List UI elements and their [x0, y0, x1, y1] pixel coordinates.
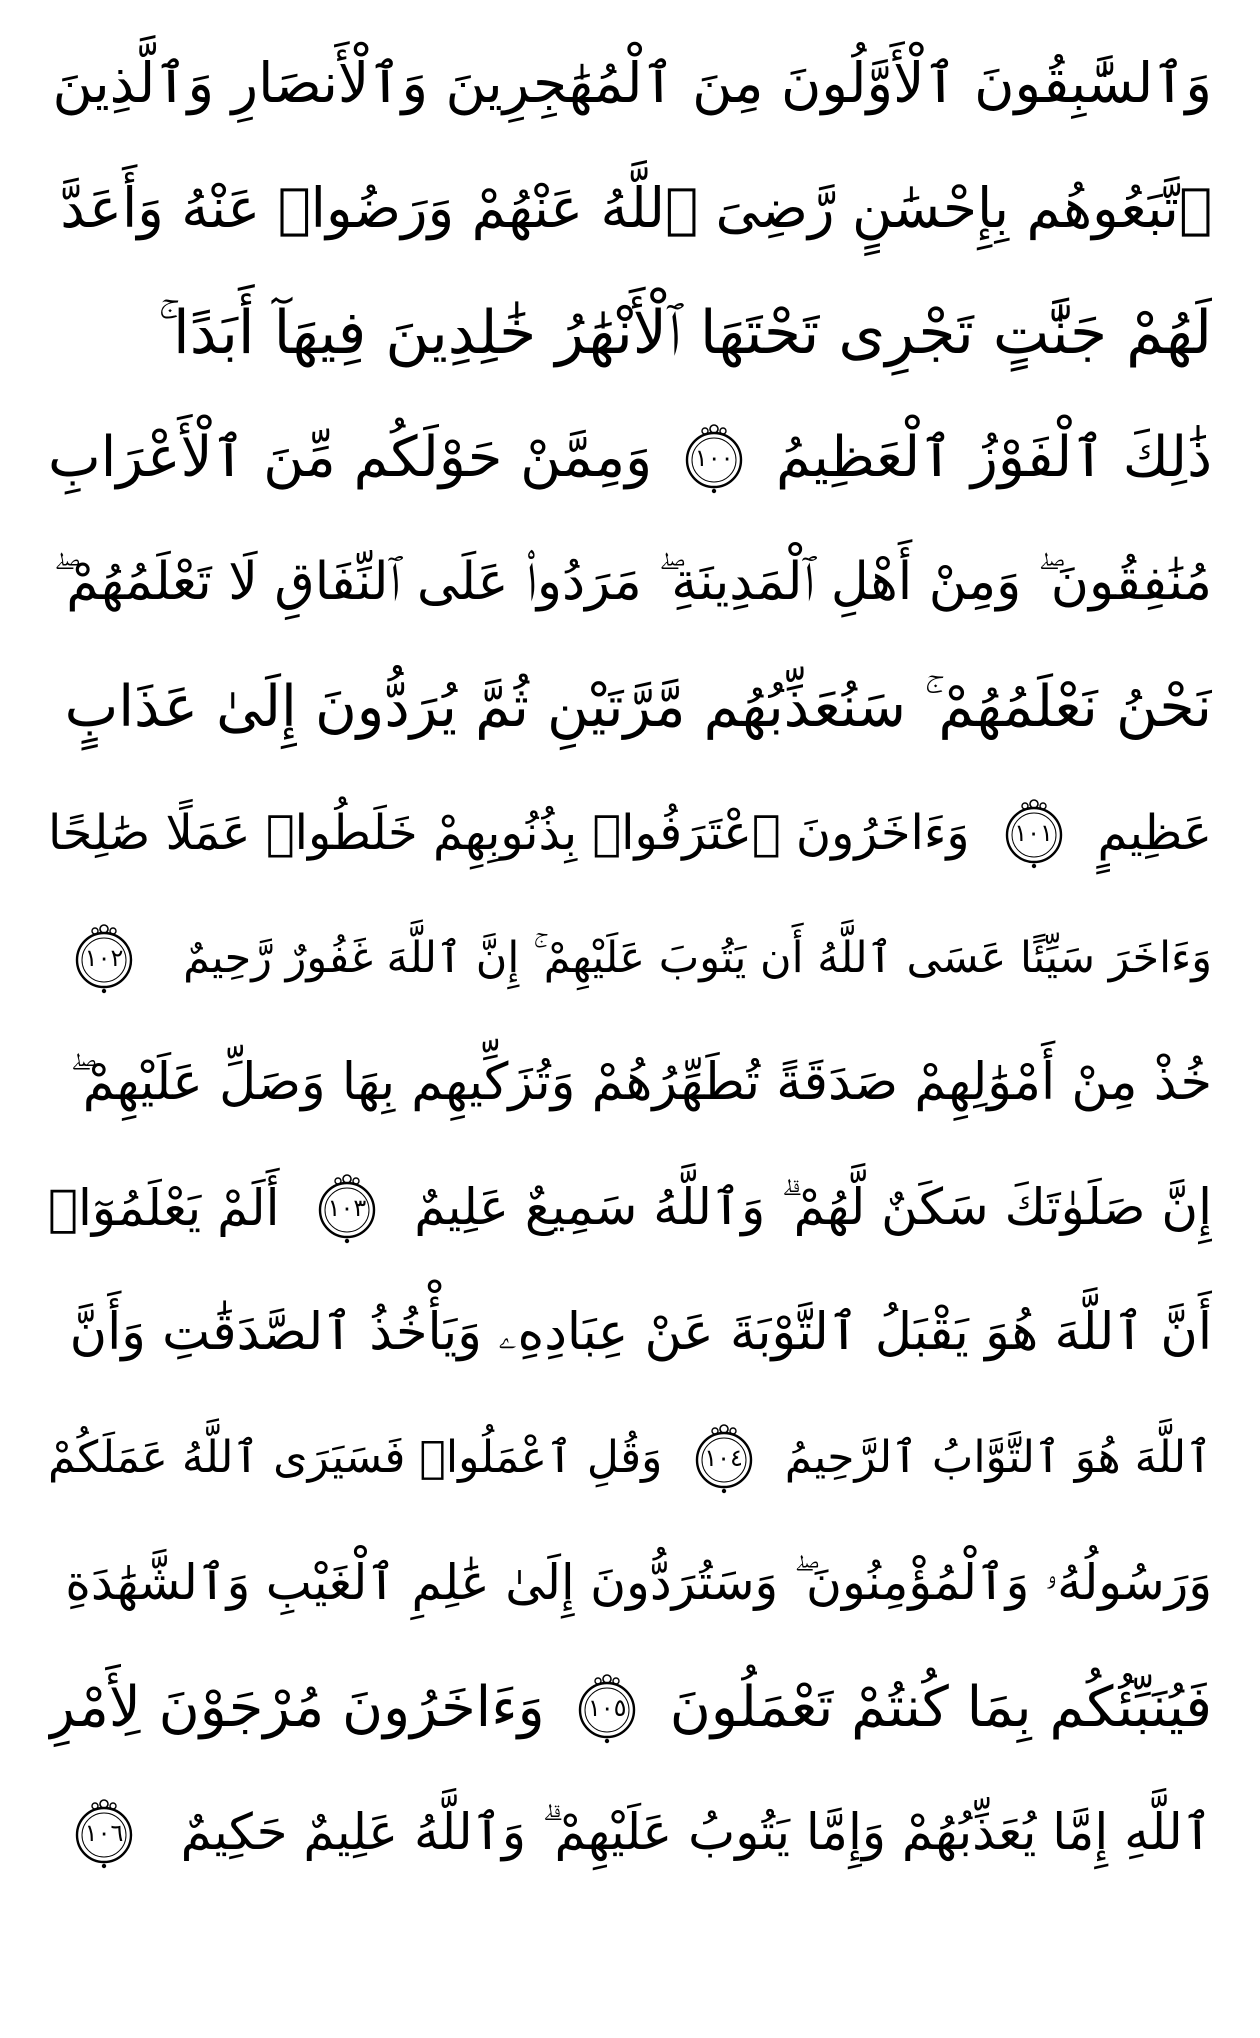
verse-text: وَءَاخَرَ سَيِّئًا عَسَى ٱللَّهُ أَن يَتُوبَ عَلَيْهِمْ ۚ إِنَّ ٱللَّهَ غَفُورٌ رَّحِيمٌ: [183, 932, 1212, 983]
text-line: [48, 1645, 1212, 1770]
ayah-number: ١٠٣: [327, 1193, 367, 1222]
verse-text: وَٱلسَّٰبِقُونَ ٱلْأَوَّلُونَ مِنَ ٱلْمُهَٰجِرِينَ وَٱلْأَنصَارِ وَٱلَّذِينَ: [52, 50, 1212, 115]
verse-text: فَيُنَبِّئُكُم بِمَا كُنتُمْ تَعْمَلُونَ: [669, 1675, 1212, 1740]
verse-text: وَقُلِ ٱعْمَلُوا۟ فَسَيَرَى ٱللَّهُ عَمَلَكُمْ: [48, 1432, 663, 1483]
verse-text: عَظِيمٍ: [1097, 804, 1212, 861]
text-line: [48, 645, 1212, 770]
verse-text: وَمِمَّنْ حَوْلَكُم مِّنَ ٱلْأَعْرَابِ: [48, 425, 653, 490]
ayah-number: ١٠٥: [587, 1693, 627, 1722]
ayah-number: ١٠٢: [84, 943, 124, 972]
text-line: [48, 1145, 1212, 1270]
verse-text: وَرَسُولُهُۥ وَٱلْمُؤْمِنُونَ ۖ وَسَتُرَدُّونَ إِلَىٰ عَٰلِمِ ٱلْغَيْبِ وَٱلشَّهَٰدَةِ: [65, 1553, 1212, 1611]
verse-text: وَءَاخَرُونَ مُرْجَوْنَ لِأَمْرِ: [48, 1675, 545, 1740]
text-line: [48, 895, 1212, 1020]
text-line: [48, 1270, 1212, 1395]
text-line: [48, 1020, 1212, 1145]
verse-text: أَنَّ ٱللَّهَ هُوَ يَقْبَلُ ٱلتَّوْبَةَ عَنْ عِبَادِهِۦ وَيَأْخُذُ ٱلصَّدَقَٰتِ وَأَنَّ: [69, 1303, 1212, 1362]
text-line: [48, 1770, 1212, 1895]
text-line: [48, 395, 1212, 520]
text-line: [48, 20, 1212, 145]
verse-text: وَءَاخَرُونَ ٱعْتَرَفُوا۟ بِذُنُوبِهِمْ خَلَطُوا۟ عَمَلًا صَٰلِحًا: [48, 804, 970, 861]
ayah-number-marker: [678, 422, 750, 494]
text-line: [48, 1395, 1212, 1520]
verse-text: ذَٰلِكَ ٱلْفَوْزُ ٱلْعَظِيمُ: [776, 425, 1212, 490]
ayah-number: ١٠١: [1014, 818, 1053, 847]
verse-text: لَهُمْ جَنَّٰتٍ تَجْرِى تَحْتَهَا ٱلْأَنْهَٰرُ خَٰلِدِينَ فِيهَآ أَبَدًا ۚ: [158, 297, 1212, 368]
ayah-number-marker: [571, 1672, 643, 1744]
verse-text: ٱللَّهِ إِمَّا يُعَذِّبُهُمْ وَإِمَّا يَتُوبُ عَلَيْهِمْ ۗ وَٱللَّهُ عَلِيمٌ حَكِيمٌ: [180, 1803, 1212, 1861]
text-line: [48, 145, 1212, 270]
verse-text: ٱتَّبَعُوهُم بِإِحْسَٰنٍ رَّضِىَ ٱللَّهُ عَنْهُمْ وَرَضُوا۟ عَنْهُ وَأَعَدَّ: [60, 175, 1212, 240]
ayah-number-marker: [311, 1172, 383, 1244]
text-line: [48, 1520, 1212, 1645]
verse-text: ٱللَّهَ هُوَ ٱلتَّوَّابُ ٱلرَّحِيمُ: [784, 1432, 1212, 1483]
ayah-number: ١٠٠: [694, 443, 734, 472]
verse-text: إِنَّ صَلَوٰتَكَ سَكَنٌ لَّهُمْ ۗ وَٱللَّهُ سَمِيعٌ عَلِيمٌ: [414, 1178, 1212, 1236]
ayah-number-marker: [998, 797, 1070, 869]
text-line: [48, 270, 1212, 395]
ayah-number-marker: [688, 1422, 760, 1494]
verse-text: نَحْنُ نَعْلَمُهُمْ ۚ سَنُعَذِّبُهُم مَّرَّتَيْنِ ثُمَّ يُرَدُّونَ إِلَىٰ عَذَابٍ: [64, 674, 1212, 740]
verse-text: خُذْ مِنْ أَمْوَٰلِهِمْ صَدَقَةً تُطَهِّرُهُمْ وَتُزَكِّيهِم بِهَا وَصَلِّ عَلَيْهِمْ ۖ: [69, 1052, 1212, 1112]
verse-text: مُنَٰفِقُونَ ۖ وَمِنْ أَهْلِ ٱلْمَدِينَةِ ۖ مَرَدُوا۟ عَلَى ٱلنِّفَاقِ لَا تَعْلَمُهُمْ ۖ: [53, 552, 1212, 612]
text-line: [48, 770, 1212, 895]
text-line: [48, 520, 1212, 645]
verse-text: أَلَمْ يَعْلَمُوٓا۟: [48, 1178, 280, 1237]
ayah-number: ١٠٦: [84, 1818, 124, 1847]
ayah-number-marker: [68, 1797, 140, 1869]
ayah-number-marker: [68, 922, 140, 994]
ayah-number: ١٠٤: [704, 1443, 743, 1472]
